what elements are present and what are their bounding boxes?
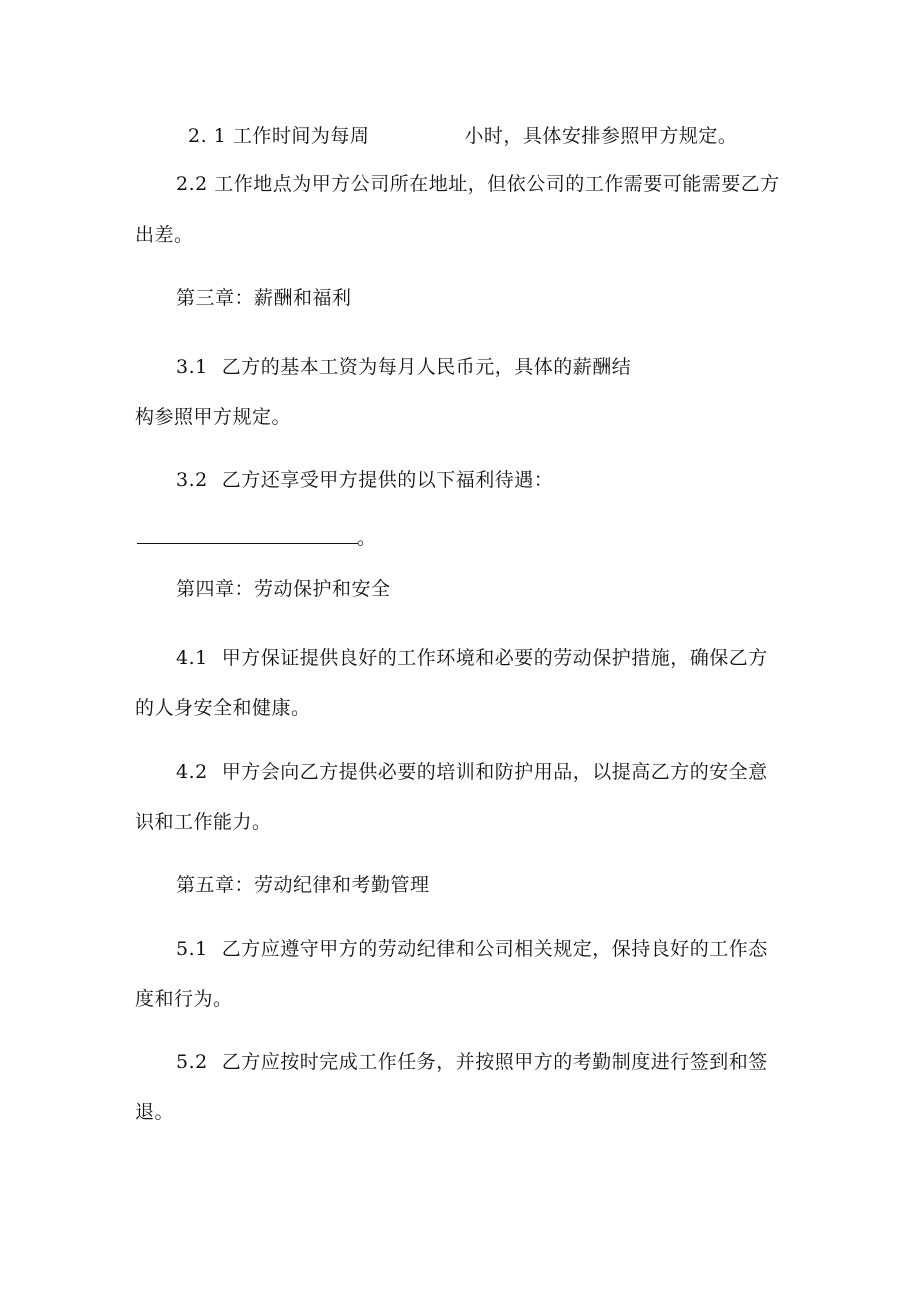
clause-text: 甲方保证提供良好的工作环境和必要的劳动保护措施，确保乙方 xyxy=(221,647,768,669)
clause-text: 小时，具体安排参照甲方规定。 xyxy=(464,125,738,147)
clause-text: 乙方的基本工资为每月人民币元，具体的薪酬结 xyxy=(221,356,632,378)
clause-number: 3.1 xyxy=(176,356,208,378)
clause-text: 乙方还享受甲方提供的以下福利待遇： xyxy=(221,469,554,491)
chapter-5-title: 第五章：劳动纪律和考勤管理 xyxy=(176,874,430,896)
clause-4-1-line-2: 的人身安全和健康。 xyxy=(135,697,311,719)
clause-4-2-line-1 xyxy=(176,760,836,784)
fill-in-blank-benefits xyxy=(137,543,358,544)
clause-text: 甲方会向乙方提供必要的培训和防护用品，以提高乙方的安全意 xyxy=(221,761,768,783)
clause-5-1-line-1 xyxy=(176,937,836,961)
clause-2-2-line-1: 2.2 工作地点为甲方公司所在地址，但依公司的工作需要可能需要乙方 xyxy=(176,173,780,195)
clause-3-2-end-mark: 。 xyxy=(357,527,377,549)
clause-5-2-line-2: 退。 xyxy=(135,1101,175,1123)
clause-number: 4.1 xyxy=(176,647,208,669)
clause-text: 工作时间为每周 xyxy=(232,125,370,147)
clause-text: 乙方应按时完成工作任务，并按照甲方的考勤制度进行签到和签 xyxy=(221,1051,768,1073)
clause-2-2-line-2: 出差。 xyxy=(135,224,194,246)
clause-number: 2. 1 xyxy=(188,125,227,147)
clause-number: 5.1 xyxy=(176,938,208,960)
clause-number: 5.2 xyxy=(176,1051,208,1073)
clause-number: 4.2 xyxy=(176,761,208,783)
chapter-4-title: 第四章：劳动保护和安全 xyxy=(176,578,391,600)
clause-3-1-line-2: 构参照甲方规定。 xyxy=(135,406,292,428)
clause-text: 乙方应遵守甲方的劳动纪律和公司相关规定，保持良好的工作态 xyxy=(221,938,768,960)
clause-4-2-line-2: 识和工作能力。 xyxy=(135,811,272,833)
chapter-3-title: 第三章：薪酬和福利 xyxy=(176,287,352,309)
clause-2-1 xyxy=(188,124,848,148)
clause-3-1-line-1 xyxy=(176,355,836,379)
clause-4-1-line-1 xyxy=(176,646,836,670)
clause-5-1-line-2: 度和行为。 xyxy=(135,988,233,1010)
clause-3-2-line-1 xyxy=(176,468,836,492)
clause-5-2-line-1 xyxy=(176,1050,836,1074)
clause-number: 3.2 xyxy=(176,469,208,491)
